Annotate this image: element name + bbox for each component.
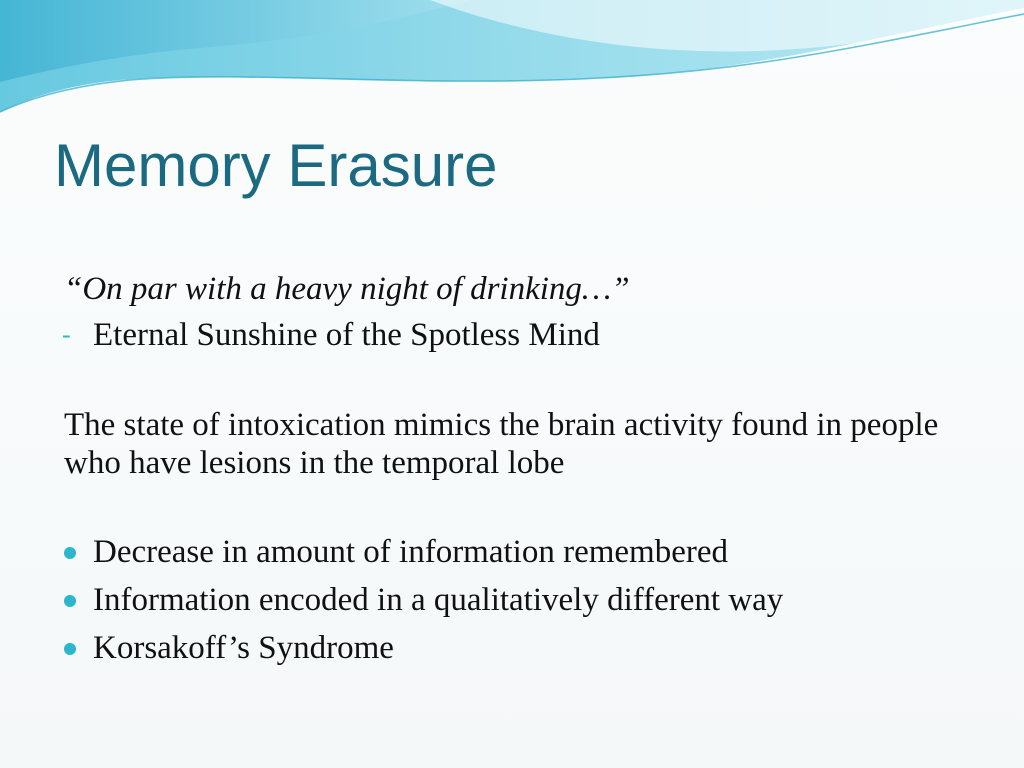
bullet-icon xyxy=(64,547,76,559)
list-item xyxy=(64,624,974,672)
bullet-icon xyxy=(64,595,76,607)
header-wave-decoration xyxy=(0,0,1024,130)
bullet-text: Decrease in amount of information remembered xyxy=(93,534,728,570)
slide-title: Memory Erasure xyxy=(54,132,498,199)
quote-text: “On par with a heavy night of drinking…” xyxy=(64,271,630,307)
list-item xyxy=(64,576,974,624)
bullet-list xyxy=(64,528,974,672)
bullet-text: Information encoded in a qualitatively different way xyxy=(93,582,784,618)
dash-marker: - xyxy=(62,320,71,349)
quote-source-line xyxy=(64,310,974,360)
slide-body xyxy=(64,268,974,672)
body-paragraph: The state of intoxication mimics the brain activity found in people who have lesions in the temporal lobe xyxy=(64,407,939,481)
quote-source: Eternal Sunshine of the Spotless Mind xyxy=(93,317,600,353)
bullet-text: Korsakoff’s Syndrome xyxy=(93,630,394,666)
bullet-icon xyxy=(64,643,76,655)
list-item xyxy=(64,528,974,576)
